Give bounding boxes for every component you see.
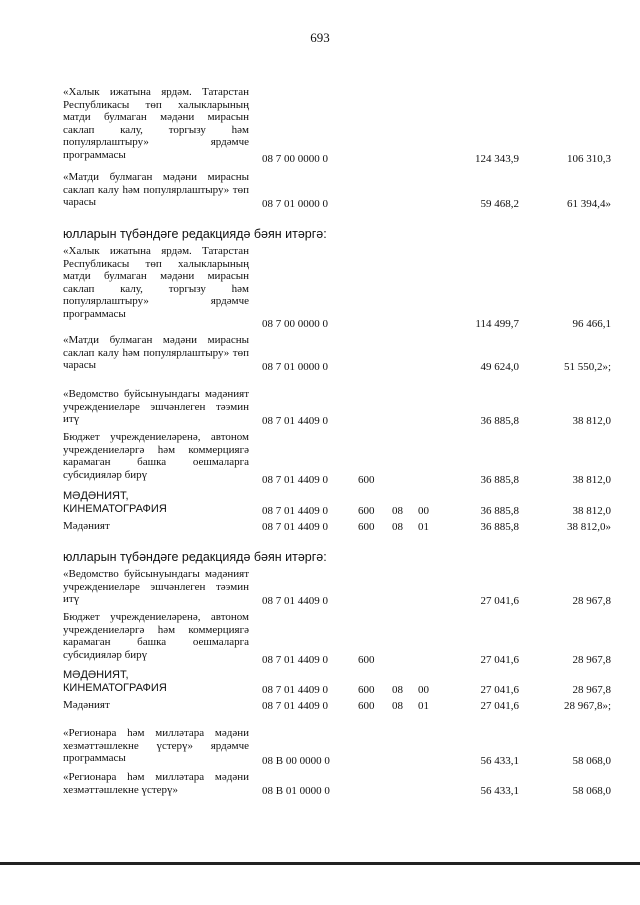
row-description: «Матди булмаган мәдәни мирасны саклап калу һәм популярлаштыру» төп чарасы [63, 334, 249, 372]
scan-edge-divider [0, 862, 640, 865]
row-code: 08 7 00 0000 0 [262, 153, 328, 166]
page-number: 693 [310, 30, 330, 45]
row-description: «Ведомство буйсынуындагы мәдәният учреждениеләре эшчәнлеген тәэмин итү [63, 568, 249, 606]
row-rz: 08 [392, 684, 403, 697]
row-code: 08 7 01 4409 0 [262, 700, 328, 713]
row-pr: 00 [418, 684, 429, 697]
row-sum-2: 28 967,8 [572, 595, 611, 608]
table-row [0, 669, 640, 697]
table-row [0, 490, 640, 518]
row-description: «Регионара һәм милләтара мәдәни хезмәттәшлекне үстерү» ярдәмче программасы [63, 727, 249, 765]
row-description: «Халык ижатына ярдәм. Татарстан Республикасы төп халыкларының матди булмаган мәдәни мирасын саклап калу, торгызу һәм популярлаштыру» ярдәмче программасы [63, 245, 249, 320]
row-sum-1: 59 468,2 [480, 198, 519, 211]
row-code: 08 7 01 4409 0 [262, 684, 328, 697]
row-code: 08 7 01 4409 0 [262, 505, 328, 518]
row-vr: 600 [358, 700, 375, 713]
section-heading [0, 228, 640, 243]
row-sum-1: 27 041,6 [480, 654, 519, 667]
row-code: 08 7 01 4409 0 [262, 595, 328, 608]
section-heading [0, 551, 640, 566]
row-sum-2: 96 466,1 [572, 318, 611, 331]
row-code: 08 7 01 4409 0 [262, 521, 328, 534]
row-sum-1: 36 885,8 [480, 521, 519, 534]
row-rz: 08 [392, 505, 403, 518]
row-pr: 01 [418, 700, 429, 713]
table-row [0, 727, 640, 768]
row-description: «Халык ижатына ярдәм. Татарстан Республикасы төп халыкларының матди булмаган мәдәни мирасын саклап калу, торгызу һәм популярлаштыру» ярдәмче программасы [63, 86, 249, 161]
row-pr: 00 [418, 505, 429, 518]
row-sum-1: 114 499,7 [475, 318, 519, 331]
row-sum-2: 28 967,8 [572, 654, 611, 667]
row-sum-1: 56 433,1 [480, 785, 519, 798]
row-sum-2: 28 967,8»; [563, 700, 611, 713]
table-row [0, 388, 640, 428]
row-code: 08 7 01 4409 0 [262, 415, 328, 428]
row-sum-2: 38 812,0» [567, 521, 611, 534]
row-pr: 01 [418, 521, 429, 534]
row-description: «Регионара һәм милләтара мәдәни хезмәттәшлекне үстерү» [63, 771, 249, 796]
table-row [0, 771, 640, 798]
table-row [0, 245, 640, 331]
row-rz: 08 [392, 700, 403, 713]
row-description: «Ведомство буйсынуындагы мәдәният учреждениеләре эшчәнлеген тәэмин итү [63, 388, 249, 426]
row-sum-1: 49 624,0 [480, 361, 519, 374]
row-sum-2: 106 310,3 [567, 153, 611, 166]
row-sum-2: 61 394,4» [567, 198, 611, 211]
row-description: «Матди булмаган мәдәни мирасны саклап калу һәм популярлаштыру» төп чарасы [63, 171, 249, 209]
row-rz: 08 [392, 521, 403, 534]
row-sum-1: 36 885,8 [480, 415, 519, 428]
row-sum-1: 36 885,8 [480, 505, 519, 518]
row-sum-2: 51 550,2»; [563, 361, 611, 374]
row-code: 08 В 00 0000 0 [262, 755, 330, 768]
row-description: Бюджет учреждениеләренә, автоном учреждениеләргә һәм коммерциягә карамаган башка оешмаларга субсидияләр бирү [63, 611, 249, 661]
row-sum-2: 28 967,8 [572, 684, 611, 697]
row-description: Бюджет учреждениеләренә, автоном учреждениеләргә һәм коммерциягә карамаган башка оешмаларга субсидияләр бирү [63, 431, 249, 481]
row-description: Мәдәният [63, 699, 110, 711]
row-sum-1: 27 041,6 [480, 595, 519, 608]
row-description: МӘДӘНИЯТ, КИНЕМАТОГРАФИЯ [63, 490, 167, 515]
row-sum-2: 38 812,0 [572, 505, 611, 518]
row-vr: 600 [358, 521, 375, 534]
table-row [0, 86, 640, 166]
row-sum-2: 58 068,0 [572, 785, 611, 798]
row-code: 08 7 01 0000 0 [262, 198, 328, 211]
row-code: 08 7 01 0000 0 [262, 361, 328, 374]
row-vr: 600 [358, 505, 375, 518]
row-sum-2: 38 812,0 [572, 474, 611, 487]
section-heading-text: юлларын түбәндәге редакциядә бәян итәргә: [63, 227, 327, 241]
row-sum-1: 56 433,1 [480, 755, 519, 768]
row-vr: 600 [358, 474, 375, 487]
row-code: 08 7 01 4409 0 [262, 654, 328, 667]
row-description: Мәдәният [63, 520, 110, 532]
row-description: МӘДӘНИЯТ, КИНЕМАТОГРАФИЯ [63, 669, 167, 694]
table-row [0, 171, 640, 211]
row-sum-1: 124 343,9 [475, 153, 519, 166]
table-row [0, 568, 640, 608]
row-code: 08 7 01 4409 0 [262, 474, 328, 487]
row-code: 08 В 01 0000 0 [262, 785, 330, 798]
row-sum-1: 27 041,6 [480, 684, 519, 697]
table-row [0, 334, 640, 374]
section-heading-text: юлларын түбәндәге редакциядә бәян итәргә: [63, 550, 327, 564]
table-row [0, 611, 640, 667]
row-sum-1: 27 041,6 [480, 700, 519, 713]
row-code: 08 7 00 0000 0 [262, 318, 328, 331]
row-sum-1: 36 885,8 [480, 474, 519, 487]
row-vr: 600 [358, 684, 375, 697]
table-row [0, 431, 640, 487]
table-row [0, 520, 640, 534]
row-vr: 600 [358, 654, 375, 667]
table-row [0, 699, 640, 713]
row-sum-2: 38 812,0 [572, 415, 611, 428]
row-sum-2: 58 068,0 [572, 755, 611, 768]
